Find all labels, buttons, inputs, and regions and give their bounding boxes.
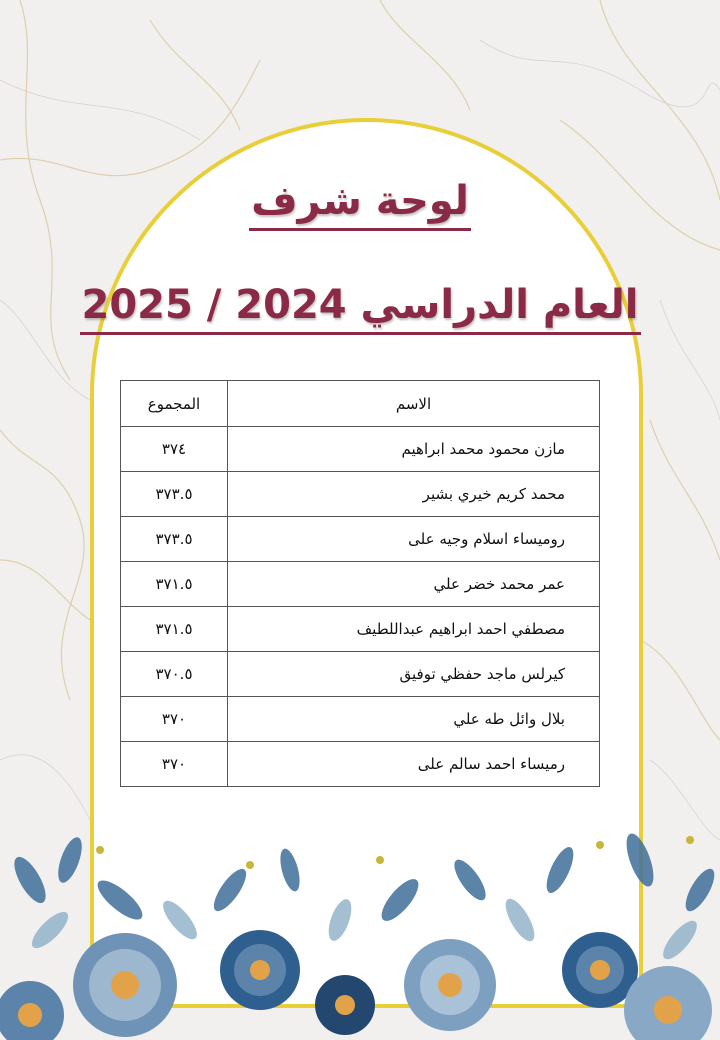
student-name: محمد كريم خيري بشير — [228, 472, 600, 517]
table-row — [121, 742, 600, 787]
student-total: ٣٧١.٥ — [121, 607, 228, 652]
student-name: بلال وائل طه علي — [228, 697, 600, 742]
table-row — [121, 472, 600, 517]
table-row — [121, 517, 600, 562]
student-name: روميساء اسلام وجيه على — [228, 517, 600, 562]
student-total: ٣٧٤ — [121, 427, 228, 472]
student-total: ٣٧٣.٥ — [121, 472, 228, 517]
student-total: ٣٧٠ — [121, 697, 228, 742]
student-name: عمر محمد خضر علي — [228, 562, 600, 607]
table-row — [121, 652, 600, 697]
table-row — [121, 697, 600, 742]
academic-year-text: العام الدراسي 2024 / 2025 — [80, 282, 641, 335]
student-name: مازن محمود محمد ابراهيم — [228, 427, 600, 472]
title-text: لوحة شرف — [249, 178, 471, 231]
floral-border — [0, 820, 720, 1040]
table-header-row — [121, 381, 600, 427]
table-row — [121, 427, 600, 472]
column-header-total: المجموع — [121, 381, 228, 427]
student-total: ٣٧٣.٥ — [121, 517, 228, 562]
student-name: رميساء احمد سالم على — [228, 742, 600, 787]
page-title — [0, 178, 720, 231]
student-total: ٣٧٠ — [121, 742, 228, 787]
honor-table — [120, 380, 600, 787]
student-name: مصطفي احمد ابراهيم عبداللطيف — [228, 607, 600, 652]
student-total: ٣٧٠.٥ — [121, 652, 228, 697]
student-total: ٣٧١.٥ — [121, 562, 228, 607]
column-header-name: الاسم — [228, 381, 600, 427]
table-row — [121, 607, 600, 652]
academic-year — [0, 282, 720, 335]
table-row — [121, 562, 600, 607]
student-name: كيرلس ماجد حفظي توفيق — [228, 652, 600, 697]
